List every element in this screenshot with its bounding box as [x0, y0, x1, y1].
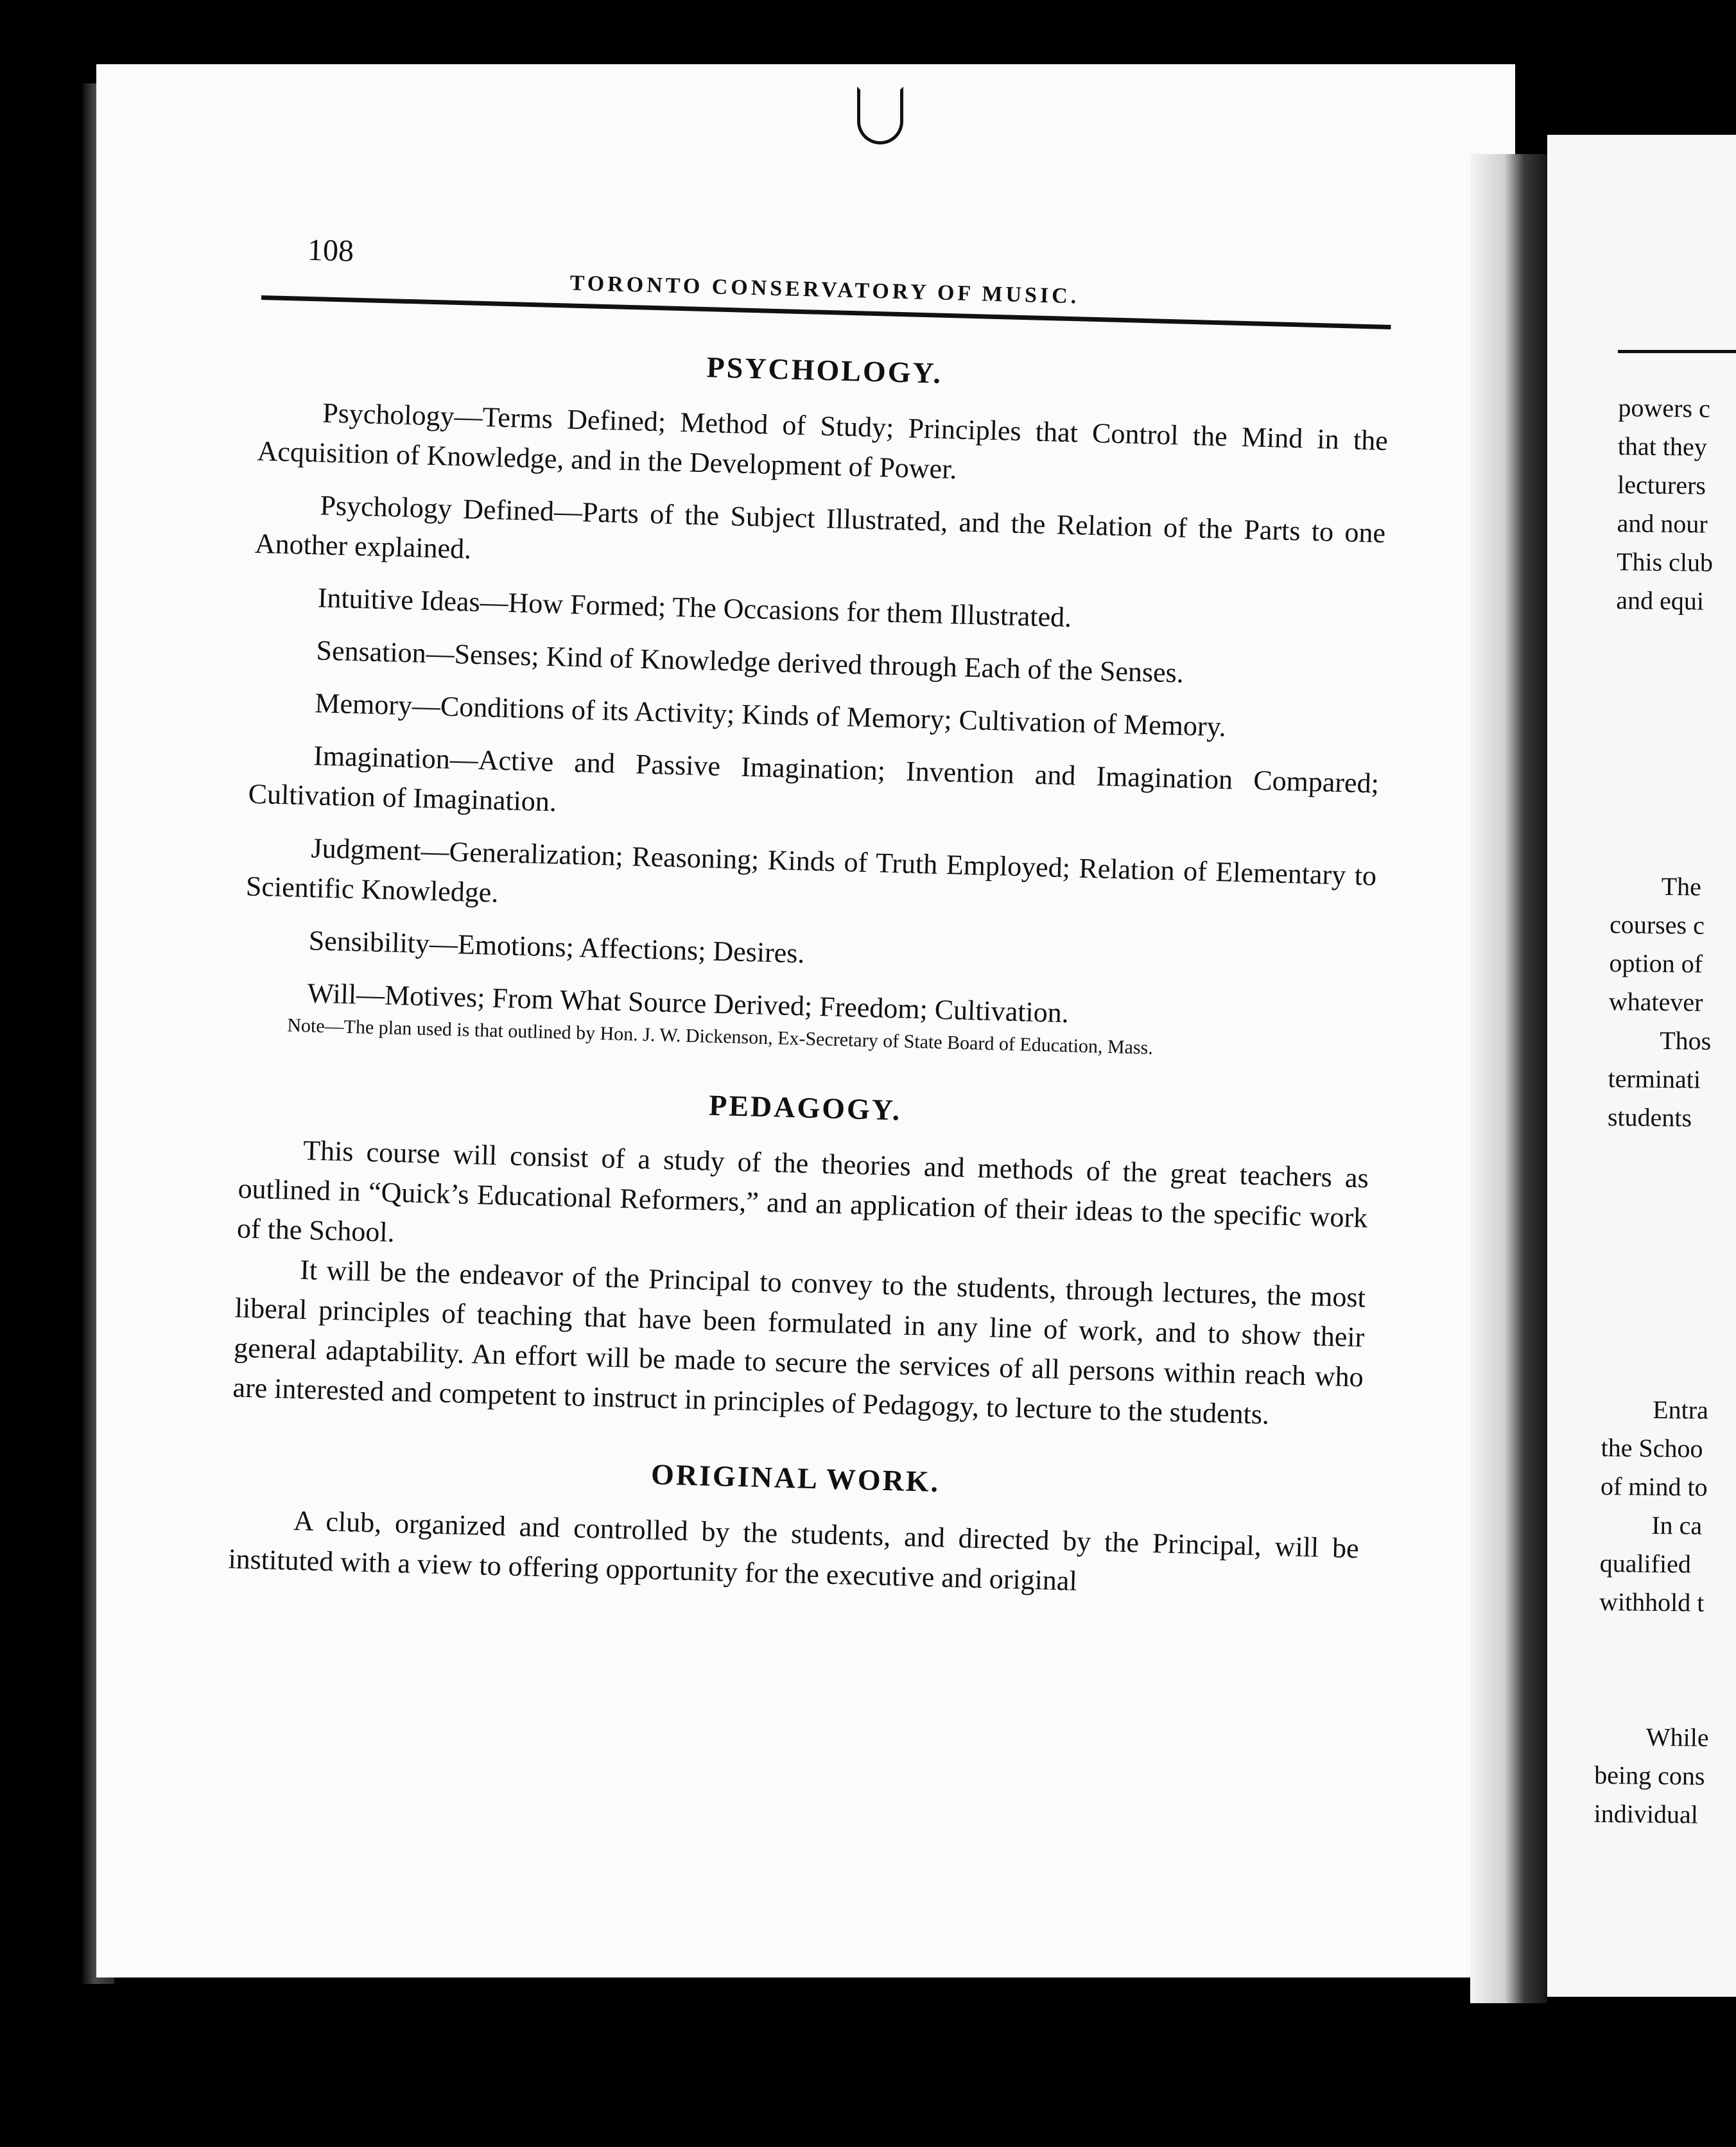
paragraph: It will be the endeavor of the Principal to convey to the students, through lectures, the most liberal principles of teaching that have been formulated in any line of work, and to show their general adaptability. An effort will be made to secure the services of all persons within reach who are interested and competent to instruct in principles of Pedagogy, to lecture to the students.	[232, 1254, 1366, 1430]
text-line: This club	[1616, 547, 1714, 577]
paragraph: Memory—Conditions of its Activity; Kinds of Memory; Cultivation of Memory.	[314, 687, 1227, 743]
text-line: The	[1661, 871, 1702, 901]
paragraph: Sensibility—Emotions; Affections; Desires.	[308, 925, 806, 969]
section-title-psychology: PSYCHOLOGY.	[706, 351, 943, 390]
text-line: individual	[1593, 1798, 1699, 1829]
header-rule	[1618, 350, 1736, 353]
paragraph: Intuitive Ideas—How Formed; The Occasions for them Illustrated.	[317, 582, 1072, 634]
text-line: While	[1645, 1722, 1709, 1752]
paragraph: Imagination—Active and Passive Imagination; Invention and Imagination Compared; Cultivation of Imagination.	[248, 740, 1380, 818]
text-line: being cons	[1594, 1760, 1705, 1791]
text-line: Entra	[1652, 1395, 1709, 1425]
page-number: 108	[307, 232, 354, 268]
text-line: and equi	[1616, 586, 1705, 616]
paragraph: Psychology Defined—Parts of the Subject Illustrated, and the Relation of the Parts to one Another explained.	[254, 489, 1386, 565]
text-line: qualified	[1599, 1548, 1692, 1579]
text-line: of mind to	[1600, 1471, 1708, 1502]
paragraph: This course will consist of a study of the theories and methods of the great teachers as outlined in “Quick’s Educational Reformers,” and an application of their ideas to the specific work of the School.	[236, 1134, 1369, 1248]
text-line: withhold t	[1599, 1586, 1705, 1617]
text-line: powers c	[1618, 393, 1711, 423]
section-title-pedagogy: PEDAGOGY.	[708, 1088, 902, 1127]
section-title-original-work: ORIGINAL WORK.	[650, 1457, 941, 1499]
text-line: In ca	[1651, 1510, 1703, 1540]
paragraph: Will—Motives; From What Source Derived; Freedom; Cultivation.	[307, 977, 1070, 1029]
header-title: TORONTO CONSERVATORY OF MUSIC.	[569, 271, 1080, 309]
right-page-content	[1547, 135, 1736, 1829]
text-line: students	[1607, 1102, 1692, 1133]
text-line: the Schoo	[1601, 1432, 1703, 1463]
left-page-content	[228, 225, 1393, 1608]
binding-hole	[857, 87, 903, 144]
text-line: courses c	[1609, 910, 1705, 940]
book-gutter	[1470, 154, 1547, 2003]
text-line: and nour	[1617, 509, 1708, 539]
text-line: that they	[1617, 431, 1708, 462]
footnote: Note—The plan used is that outlined by Hon. J. W. Dickenson, Ex-Secretary of State Board of Education, Mass.	[286, 1014, 1154, 1059]
paragraph: Psychology—Terms Defined; Method of Study; Principles that Control the Mind in the Acquisition of Knowledge, and in the Development of Power.	[257, 397, 1389, 485]
text-line: option of	[1609, 948, 1703, 978]
text-line: terminati	[1608, 1064, 1701, 1094]
paragraph: A club, organized and controlled by the students, and directed by the Principal, will be instituted with a view to offering opportunity for the executive and original	[227, 1504, 1360, 1597]
text-line: lecturers	[1617, 470, 1706, 500]
right-page	[1547, 135, 1736, 1997]
text-line: Thos	[1660, 1025, 1712, 1056]
paragraph: Sensation—Senses; Kind of Knowledge derived through Each of the Senses.	[316, 634, 1185, 689]
text-line: whatever	[1608, 987, 1703, 1017]
paragraph: Judgment—Generalization; Reasoning; Kinds of Truth Employed; Relation of Elementary to Scientific Knowledge.	[245, 832, 1377, 908]
